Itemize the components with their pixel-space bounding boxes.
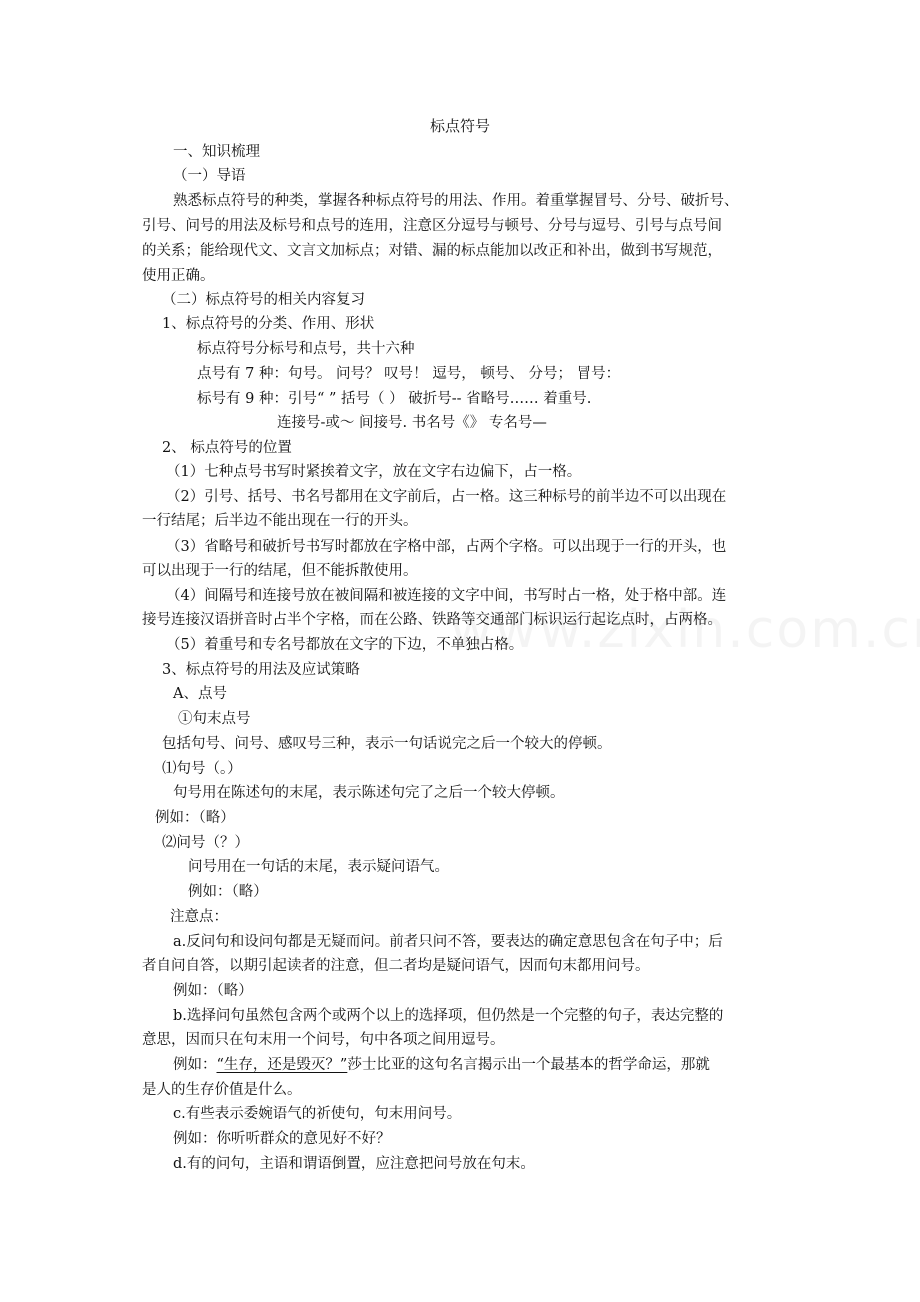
- position-line: （5）着重号和专名号都放在文字的下边，不单独占格。: [166, 637, 524, 653]
- heading-knowledge: 一、知识梳理: [173, 144, 260, 160]
- classification-line: 标点符号分标号和点号，共十六种: [197, 341, 415, 357]
- note-b-line: b.选择问句虽然包含两个或两个以上的选择项，但仍然是一个完整的句子，表达完整的: [173, 1008, 724, 1024]
- example-line: 例如：（略）: [155, 810, 235, 826]
- position-line: （4）间隔号和连接号放在被间隔和被连接的文字中间，书写时占一格，处于格中部。连: [166, 588, 727, 604]
- heading-review: （二）标点符号的相关内容复习: [162, 292, 365, 308]
- note-d-line: d.有的问句，主语和谓语倒置，应注意把问号放在句末。: [173, 1156, 535, 1172]
- classification-line: 连接号-或～ 间接号. 书名号《》 专名号—: [277, 415, 547, 431]
- intro-paragraph-line: 的关系；能给现代文、文言文加标点；对错、漏的标点能加以改正和补出，做到书写规范，: [142, 243, 722, 259]
- heading-intro: （一）导语: [173, 168, 246, 184]
- body-line: 包括句号、问号、感叹号三种，表示一句话说完之后一个较大的停顿。: [162, 736, 612, 752]
- position-line: （1）七种点号书写时紧挨着文字，放在文字右边偏下，占一格。: [166, 464, 582, 480]
- example-line: 例如：（略）: [173, 983, 253, 999]
- subheading-position: 2、 标点符号的位置: [162, 440, 292, 456]
- classification-line: 标号有 9 种：引号“ ” 括号（ ） 破折号-- 省略号…… 着重号.: [197, 391, 592, 407]
- intro-paragraph-line: 引号、问号的用法及标号和点号的连用，注意区分逗号与顿号、分号与逗号、引号与点号间: [142, 218, 722, 234]
- example-line-quote: [173, 1055, 710, 1075]
- example-prefix: 例如：: [173, 1057, 217, 1073]
- note-c-line: c.有些表示委婉语气的祈使句，句末用问号。: [173, 1106, 462, 1122]
- position-line: 接号连接汉语拼音时占半个字格，而在公路、铁路等交通部门标识运行起讫点时，占两格。: [142, 612, 722, 628]
- intro-paragraph-line: 使用正确。: [142, 268, 215, 284]
- example-rest: 莎士比亚的这句名言揭示出一个最基本的哲学命运，那就: [347, 1057, 710, 1073]
- intro-paragraph-line: 熟悉标点符号的种类，掌握各种标点符号的用法、作用。着重掌握冒号、分号、破折号、: [173, 193, 739, 209]
- body-line: 句号用在陈述句的末尾，表示陈述句完了之后一个较大停顿。: [173, 785, 565, 801]
- item-question-mark: ⑵问号（？）: [162, 835, 249, 851]
- item-period: ⑴句号（。）: [162, 761, 242, 777]
- position-line: （2）引号、括号、书名号都用在文字前后，占一格。这三种标号的前半边不可以出现在: [166, 489, 727, 505]
- subheading-usage: 3、标点符号的用法及应试策略: [162, 662, 360, 678]
- example-line: 例如：你听听群众的意见好不好？: [173, 1131, 391, 1147]
- example-line: 例如：（略）: [188, 884, 268, 900]
- position-line: 可以出现于一行的结尾，但不能拆散使用。: [142, 563, 418, 579]
- body-line: 是人的生存价值是什么。: [142, 1082, 302, 1098]
- position-line: （3）省略号和破折号书写时都放在字格中部，占两个字格。可以出现于一行的开头，也: [166, 539, 727, 555]
- body-line: 问号用在一句话的末尾，表示疑问语气。: [188, 859, 449, 875]
- note-a-line: a.反问句和设问句都是无疑而问。前者只问不答，要表达的确定意思包含在句子中；后: [173, 934, 723, 950]
- subheading-point-marks: A、点号: [173, 686, 227, 702]
- note-b-line: 意思，因而只在句末用一个问号，句中各项之间用逗号。: [142, 1032, 505, 1048]
- doc-title: 标点符号: [430, 117, 491, 135]
- subheading-classification: 1、标点符号的分类、作用、形状: [162, 316, 375, 332]
- subheading-sentence-end: ①句末点号: [178, 711, 251, 727]
- classification-line: 点号有 7 种：句号。 问号？ 叹号！ 逗号， 顿号、 分号； 冒号：: [197, 366, 621, 382]
- underlined-quote: “生存，还是毁灭？”: [216, 1057, 348, 1073]
- notes-heading: 注意点：: [170, 909, 228, 925]
- position-line: 一行结尾；后半边不能出现在一行的开头。: [142, 513, 418, 529]
- note-a-line: 者自问自答，以期引起读者的注意，但二者均是疑问语气，因而句末都用问号。: [142, 958, 650, 974]
